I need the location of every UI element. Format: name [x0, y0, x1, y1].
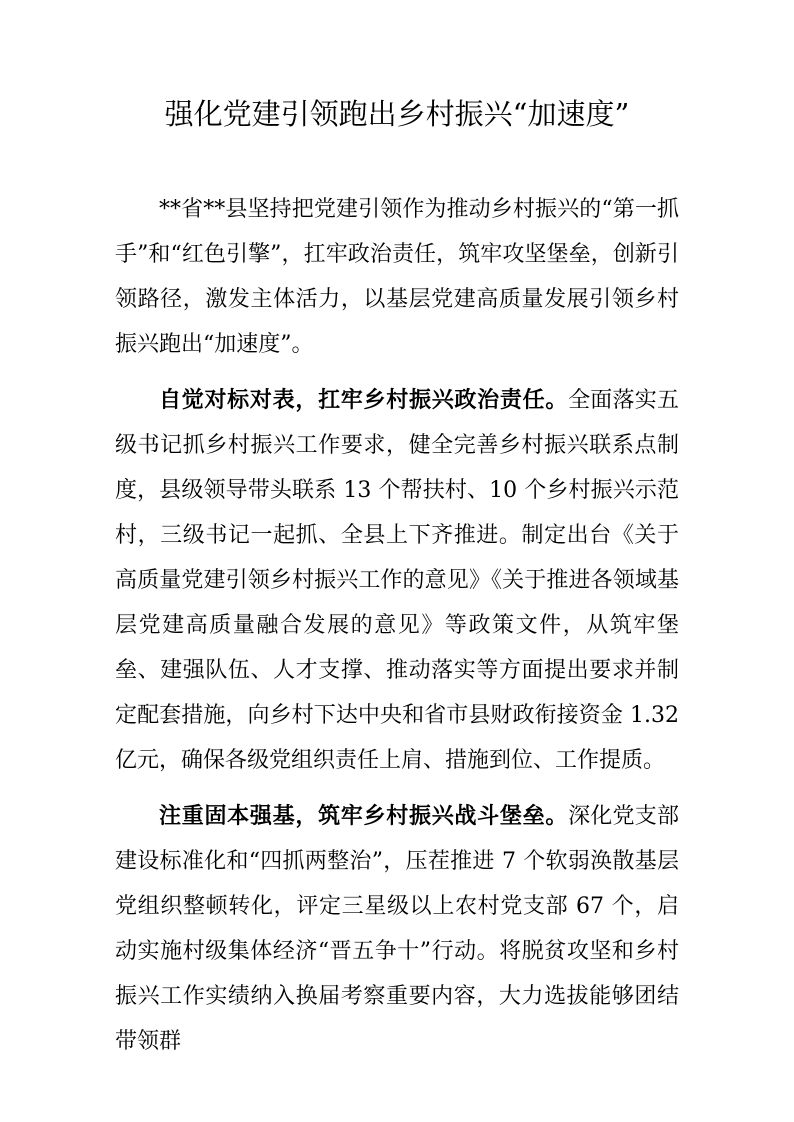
- paragraph-strengthen-foundation-text: 深化党支部建设标准化和“四抓两整治”，压茬推进 7 个软弱涣散基层党组织整顿转化，评定三星级以上农村党支部 67 个，启动实施村级集体经济“晋五争十”行动。将脱贫攻坚和乡村振兴工作实绩纳入换届考察重要内容，大力选拔能够团结带领群: [115, 804, 679, 1054]
- paragraph-strengthen-foundation-lead: 注重固本强基，筑牢乡村振兴战斗堡垒。: [159, 804, 569, 829]
- paragraph-political-responsibility-lead: 自觉对标对表，扛牢乡村振兴政治责任。: [159, 388, 569, 413]
- paragraph-intro: [115, 187, 679, 367]
- document-title: 强化党建引领跑出乡村振兴“加速度”: [164, 97, 630, 131]
- paragraph-political-responsibility: [115, 378, 679, 783]
- document-body: [115, 187, 679, 1064]
- paragraph-strengthen-foundation: [115, 794, 679, 1064]
- document-content: [0, 96, 794, 1064]
- paragraph-intro-text: **省**县坚持把党建引领作为推动乡村振兴的“第一抓手”和“红色引擎”，扛牢政治责任，筑牢攻坚堡垒，创新引领路径，激发主体活力，以基层党建高质量发展引领乡村振兴跑出“加速度”。: [115, 197, 679, 357]
- paragraph-political-responsibility-text: 全面落实五级书记抓乡村振兴工作要求，健全完善乡村振兴联系点制度，县级领导带头联系 13 个帮扶村、10 个乡村振兴示范村，三级书记一起抓、全县上下齐推进。制定出台《关于高质量党建引领乡村振兴工作的意见》《关于推进各领域基层党建高质量融合发展的意见》等政策文件，从筑牢堡垒、建强队伍、人才支撑、推动落实等方面提出要求并制定配套措施，向乡村下达中央和省市县财政衔接资金 1.32 亿元，确保各级党组织责任上肩、措施到位、工作提质。: [115, 388, 679, 773]
